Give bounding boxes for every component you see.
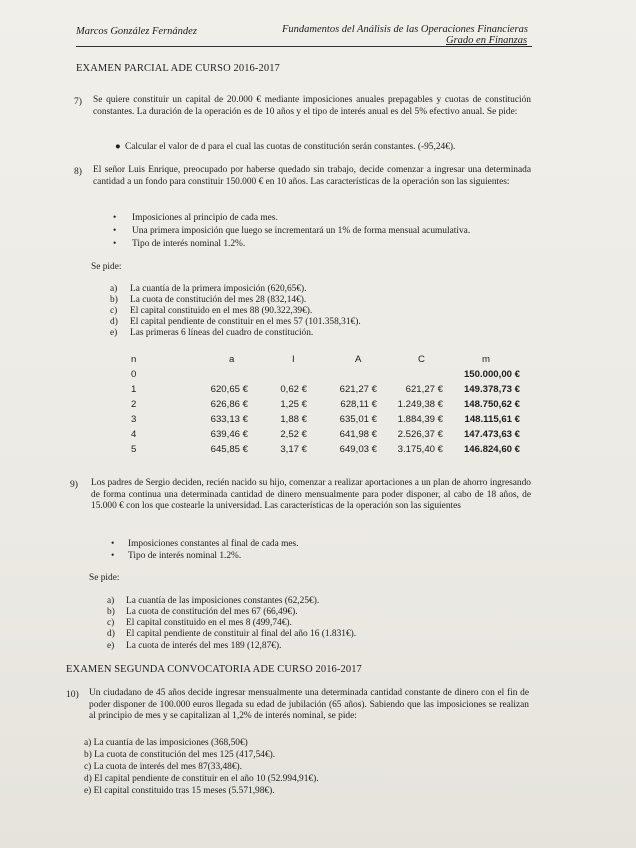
question-9-bullet-1: Imposiciones constantes al final de cada mes. xyxy=(128,539,299,549)
table-cell-m: 150.000,00 € xyxy=(463,369,520,380)
question-7-bullet: Calcular el valor de d para el cual las cuotas de constitución serán constantes. (-95,24€). xyxy=(125,142,456,152)
header-degree: Grado en Finanzas xyxy=(446,35,528,46)
question-number-10: 10) xyxy=(66,689,79,700)
bullet-icon: • xyxy=(113,226,117,236)
table-cell-capital-a: 621,27 € xyxy=(339,384,377,395)
question-9-item-b: La cuota de constitución del mes 67 (66,49€). xyxy=(126,607,298,617)
table-cell-i: 0,62 € xyxy=(280,384,307,395)
table-cell-capital-a: 628,11 € xyxy=(340,399,377,410)
table-cell-m: 147.473,63 € xyxy=(463,429,520,440)
question-8-item-c: El capital constituido en el mes 88 (90.322,39€). xyxy=(130,306,313,316)
table-cell-m: 148.750,62 € xyxy=(463,399,520,410)
question-9-se-pide: Se pide: xyxy=(89,573,120,583)
question-number-9: 9) xyxy=(70,479,78,490)
header-course-title: Fundamentos del Análisis de las Operaciones Financieras xyxy=(282,24,528,35)
table-cell-n: 3 xyxy=(131,414,137,425)
table-cell-n: 4 xyxy=(131,429,137,440)
question-10-item-e: e) El capital constituido tras 15 meses (5.571,98€). xyxy=(84,786,275,796)
table-header-i: I xyxy=(292,354,295,365)
table-cell-c: 3.175,40 € xyxy=(397,444,443,455)
table-cell-a: 633,13 € xyxy=(210,414,248,425)
question-8-bullet-2: Una primera imposición que luego se incrementará un 1% de forma mensual acumulativa. xyxy=(132,226,471,236)
item-label: c) xyxy=(110,306,118,316)
table-cell-n: 0 xyxy=(131,369,137,380)
table-header-n: n xyxy=(131,354,137,365)
item-label: a) xyxy=(107,596,115,606)
table-cell-a: 639,46 € xyxy=(210,429,248,440)
item-label: b) xyxy=(107,607,115,617)
item-label: d) xyxy=(107,629,115,639)
table-cell-i: 2,52 € xyxy=(280,429,307,440)
question-8-bullet-3: Tipo de interés nominal 1.2%. xyxy=(132,239,246,249)
table-cell-i: 1,25 € xyxy=(280,399,307,410)
item-label: d) xyxy=(110,317,118,327)
table-cell-capital-a: 635,01 € xyxy=(339,414,377,425)
table-header-capital-a: A xyxy=(355,354,362,365)
bullet-icon: • xyxy=(111,551,115,561)
bullet-icon: • xyxy=(113,213,117,223)
question-10-item-b: b) La cuota de constitución del mes 125 (417,54€). xyxy=(84,750,276,760)
table-cell-capital-a: 641,98 € xyxy=(339,429,377,440)
table-cell-m: 149.378,73 € xyxy=(463,384,520,395)
table-cell-c: 2.526,37 € xyxy=(397,429,443,440)
table-cell-n: 5 xyxy=(131,444,137,455)
question-8-bullet-1: Imposiciones al principio de cada mes. xyxy=(132,213,278,223)
question-number-8: 8) xyxy=(74,166,82,177)
question-10-item-a: a) La cuantía de las imposiciones (368,50€) xyxy=(84,738,248,748)
question-8-item-a: La cuantía de la primera imposición (620,65€). xyxy=(130,284,307,294)
table-cell-a: 645,85 € xyxy=(210,444,248,455)
table-cell-i: 3,17 € xyxy=(280,444,307,455)
bullet-icon: • xyxy=(111,539,115,549)
item-label: b) xyxy=(110,295,118,305)
table-cell-m: 148.115,61 € xyxy=(464,414,520,425)
question-8-item-e: Las primeras 6 líneas del cuadro de constitución. xyxy=(130,328,314,338)
table-cell-c: 621,27 € xyxy=(405,384,443,395)
question-10-item-c: c) La cuota de interés del mes 87(33,48€). xyxy=(84,762,243,772)
table-cell-n: 2 xyxy=(131,399,137,410)
header-author: Marcos González Fernández xyxy=(76,26,197,37)
question-9-bullet-2: Tipo de interés nominal 1.2%. xyxy=(128,551,242,561)
table-cell-capital-a: 649,03 € xyxy=(339,444,377,455)
table-cell-a: 626,86 € xyxy=(210,399,248,410)
item-label: c) xyxy=(107,618,115,628)
question-9-item-c: El capital constituido en el mes 8 (499,74€). xyxy=(126,618,292,628)
question-number-7: 7) xyxy=(74,96,82,107)
question-8-item-d: El capital pendiente de constituir en el mes 57 (101.358,31€). xyxy=(130,317,361,327)
table-cell-a: 620,65 € xyxy=(210,384,248,395)
item-label: e) xyxy=(110,328,118,338)
question-8-item-b: La cuota de constitución del mes 28 (832,14€). xyxy=(130,295,307,305)
question-10-text: Un ciudadano de 45 años decide ingresar mensualmente una determinada cantidad constante de dinero con el fin de poder disponer de 100.000 euros llegada su edad de jubilación (65 años). Sabiendo que las imposiciones se realizan al principio de mes y se capitalizan al 1,2% de interés nominal, se pide: xyxy=(89,688,529,722)
table-cell-m: 146.824,60 € xyxy=(463,444,520,455)
question-9-item-d: El capital pendiente de constituir al final del año 16 (1.831€). xyxy=(126,629,357,639)
item-label: a) xyxy=(110,284,118,294)
table-cell-i: 1,88 € xyxy=(280,414,307,425)
question-8-se-pide: Se pide: xyxy=(91,262,122,272)
section-title-1: EXAMEN PARCIAL ADE CURSO 2016-2017 xyxy=(76,63,280,74)
question-7-text: Se quiere constituir un capital de 20.000 € mediante imposiciones anuales prepagables y cuotas de constitución constantes. La duración de la operación es de 10 años y el tipo de interés anual es del 5% efectivo anual. Se pide: xyxy=(93,95,531,117)
table-header-m: m xyxy=(482,354,490,365)
question-8-text: El señor Luis Enrique, preocupado por haberse quedado sin trabajo, decide comenzar a ingresar una determinada cantidad a un fondo para constituir 150.000 € en 10 años. Las características de la operación son las siguientes: xyxy=(93,165,531,187)
table-cell-n: 1 xyxy=(131,384,137,395)
question-10-item-d: d) El capital pendiente de constituir en el año 10 (52.994,91€). xyxy=(84,774,319,784)
question-9-item-e: La cuota de interés del mes 189 (12,87€). xyxy=(126,641,282,651)
bullet-icon: ● xyxy=(115,142,121,152)
section-title-2: EXAMEN SEGUNDA CONVOCATORIA ADE CURSO 2016-2017 xyxy=(66,664,362,675)
table-cell-c: 1.884,39 € xyxy=(397,414,443,425)
table-header-a: a xyxy=(229,354,235,365)
header-rule xyxy=(76,46,532,47)
item-label: e) xyxy=(107,641,115,651)
question-9-item-a: La cuantía de las imposiciones constantes (62,25€). xyxy=(126,596,320,606)
bullet-icon: • xyxy=(113,239,117,249)
table-header-c: C xyxy=(418,354,425,365)
table-cell-c: 1.249,38 € xyxy=(397,399,443,410)
question-9-text: Los padres de Sergio deciden, recién nacido su hijo, comenzar a realizar aportaciones a un plan de ahorro ingresando de forma continua una determinada cantidad de dinero mensualmente para poder disponer, al cabo de 18 años, de 15.000 € con los que costearle la universidad. Las características de la operación son las siguientes xyxy=(91,478,531,512)
